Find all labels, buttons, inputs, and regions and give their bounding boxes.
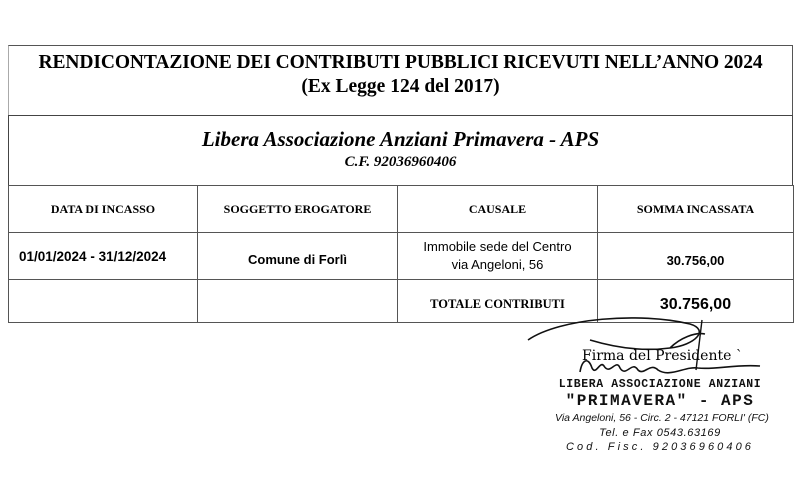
column-header-payer: SOGGETTO EROGATORE [198, 186, 398, 233]
cell-empty [9, 280, 198, 323]
total-label: TOTALE CONTRIBUTI [398, 280, 598, 323]
cell-reason-line1: Immobile sede del Centro [423, 239, 572, 254]
table-row [9, 233, 794, 280]
contributions-table [8, 185, 794, 323]
cell-empty [198, 280, 398, 323]
table-header-row [9, 186, 794, 233]
stamp-line-brand: "PRIMAVERA" - APS [565, 392, 755, 410]
organization-stamp [555, 378, 769, 453]
stamp-line-phone: Tel. e Fax 0543.63169 [599, 427, 721, 439]
cell-date: 01/01/2024 - 31/12/2024 [9, 233, 198, 280]
signature-label: Firma del Presidente ` [582, 348, 743, 364]
title-section [8, 45, 793, 115]
organization-name: Libera Associazione Anziani Primavera - APS [201, 127, 600, 151]
organization-section [8, 115, 793, 186]
cell-payer: Comune di Forlì [198, 233, 398, 280]
stamp-line-taxcode: Cod. Fisc. 92036960406 [565, 441, 755, 453]
document-title: RENDICONTAZIONE DEI CONTRIBUTI PUBBLICI RICEVUTI NELL’ANNO 2024 [38, 52, 763, 73]
stamp-line-address: Via Angeloni, 56 - Circ. 2 - 47121 FORLI' (FC) [555, 412, 769, 424]
column-header-date: DATA DI INCASSO [9, 186, 198, 233]
cell-reason [398, 233, 598, 280]
organization-tax-code: C.F. 92036960406 [344, 154, 457, 170]
cell-reason-line2: via Angeloni, 56 [451, 257, 544, 272]
total-value: 30.756,00 [598, 280, 794, 323]
cell-amount: 30.756,00 [598, 233, 794, 280]
column-header-reason: CAUSALE [398, 186, 598, 233]
column-header-amount: SOMMA INCASSATA [598, 186, 794, 233]
stamp-line-name: LIBERA ASSOCIAZIONE ANZIANI [558, 378, 762, 391]
document-subtitle: (Ex Legge 124 del 2017) [301, 76, 500, 97]
